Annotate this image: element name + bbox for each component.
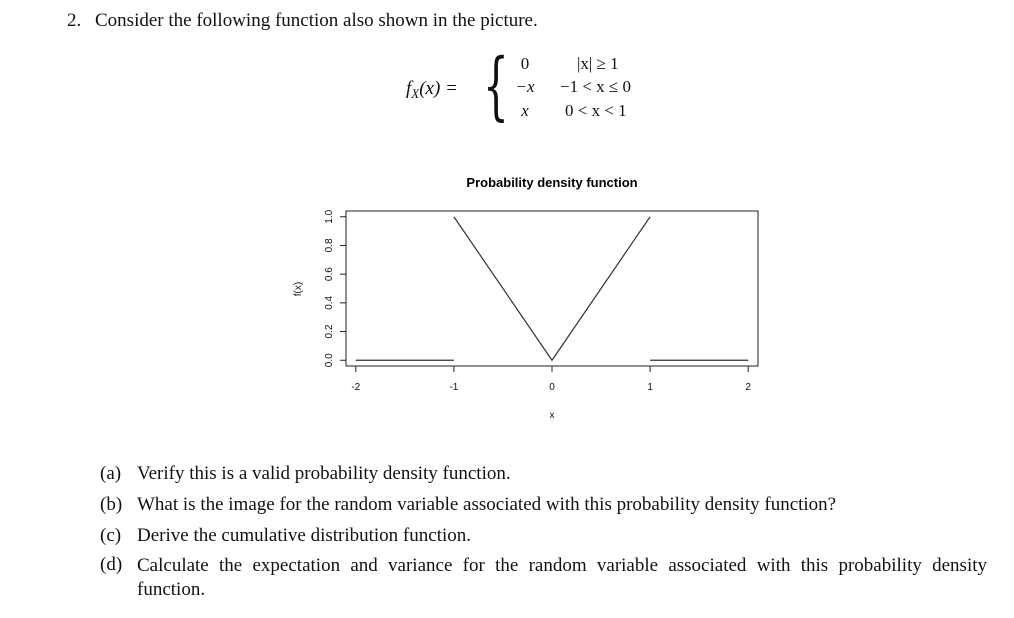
part-b-label: (b) [100, 494, 123, 515]
part-d-label: (d) [100, 554, 123, 575]
question-number: 2. [67, 10, 82, 31]
function-name: f [406, 78, 412, 99]
x-axis-label: x [549, 410, 555, 421]
case-condition-2: −1 < x ≤ 0 [560, 77, 632, 96]
case-condition-1: |x| ≥ 1 [577, 54, 619, 73]
x-tick-label-2: 0 [549, 382, 555, 393]
plot-frame [346, 211, 758, 366]
case-value-2: −x [515, 77, 535, 96]
y-tick-label-4: 0.8 [324, 238, 335, 253]
series-layer [356, 217, 748, 361]
question-text: Consider the following function also shown in the picture. [95, 10, 538, 31]
y-tick-label-1: 0.2 [324, 324, 335, 339]
function-argument: (x) = [419, 78, 458, 99]
case-condition-3: 0 < x < 1 [565, 101, 627, 120]
x-tick-label-0: -2 [351, 382, 361, 393]
part-c-label: (c) [100, 525, 122, 546]
part-c-text: Derive the cumulative distribution function. [137, 525, 472, 546]
case-value-1: 0 [520, 54, 530, 73]
x-axis [351, 366, 751, 393]
x-tick-label-1: -1 [449, 382, 459, 393]
part-a-label: (a) [100, 463, 122, 484]
function-subscript: X [411, 86, 420, 101]
series-line-1 [454, 217, 650, 361]
x-tick-label-3: 1 [647, 382, 653, 393]
left-brace: { [483, 43, 509, 129]
y-tick-label-0: 0.0 [324, 353, 335, 368]
part-d-text: Calculate the expectation and variance for the random variable associated with this probability density function. [137, 555, 987, 600]
chart-title: Probability density function [466, 175, 638, 190]
x-tick-label-4: 2 [745, 382, 751, 393]
y-axis [324, 209, 346, 367]
y-axis-label: f(x) [293, 281, 304, 297]
part-a-text: Verify this is a valid probability density function. [137, 463, 511, 484]
case-value-3: x [521, 101, 529, 120]
y-tick-label-3: 0.6 [324, 267, 335, 282]
y-tick-label-5: 1.0 [324, 209, 335, 224]
part-b-text: What is the image for the random variable associated with this probability density function? [137, 494, 837, 515]
y-tick-label-2: 0.4 [324, 295, 335, 310]
